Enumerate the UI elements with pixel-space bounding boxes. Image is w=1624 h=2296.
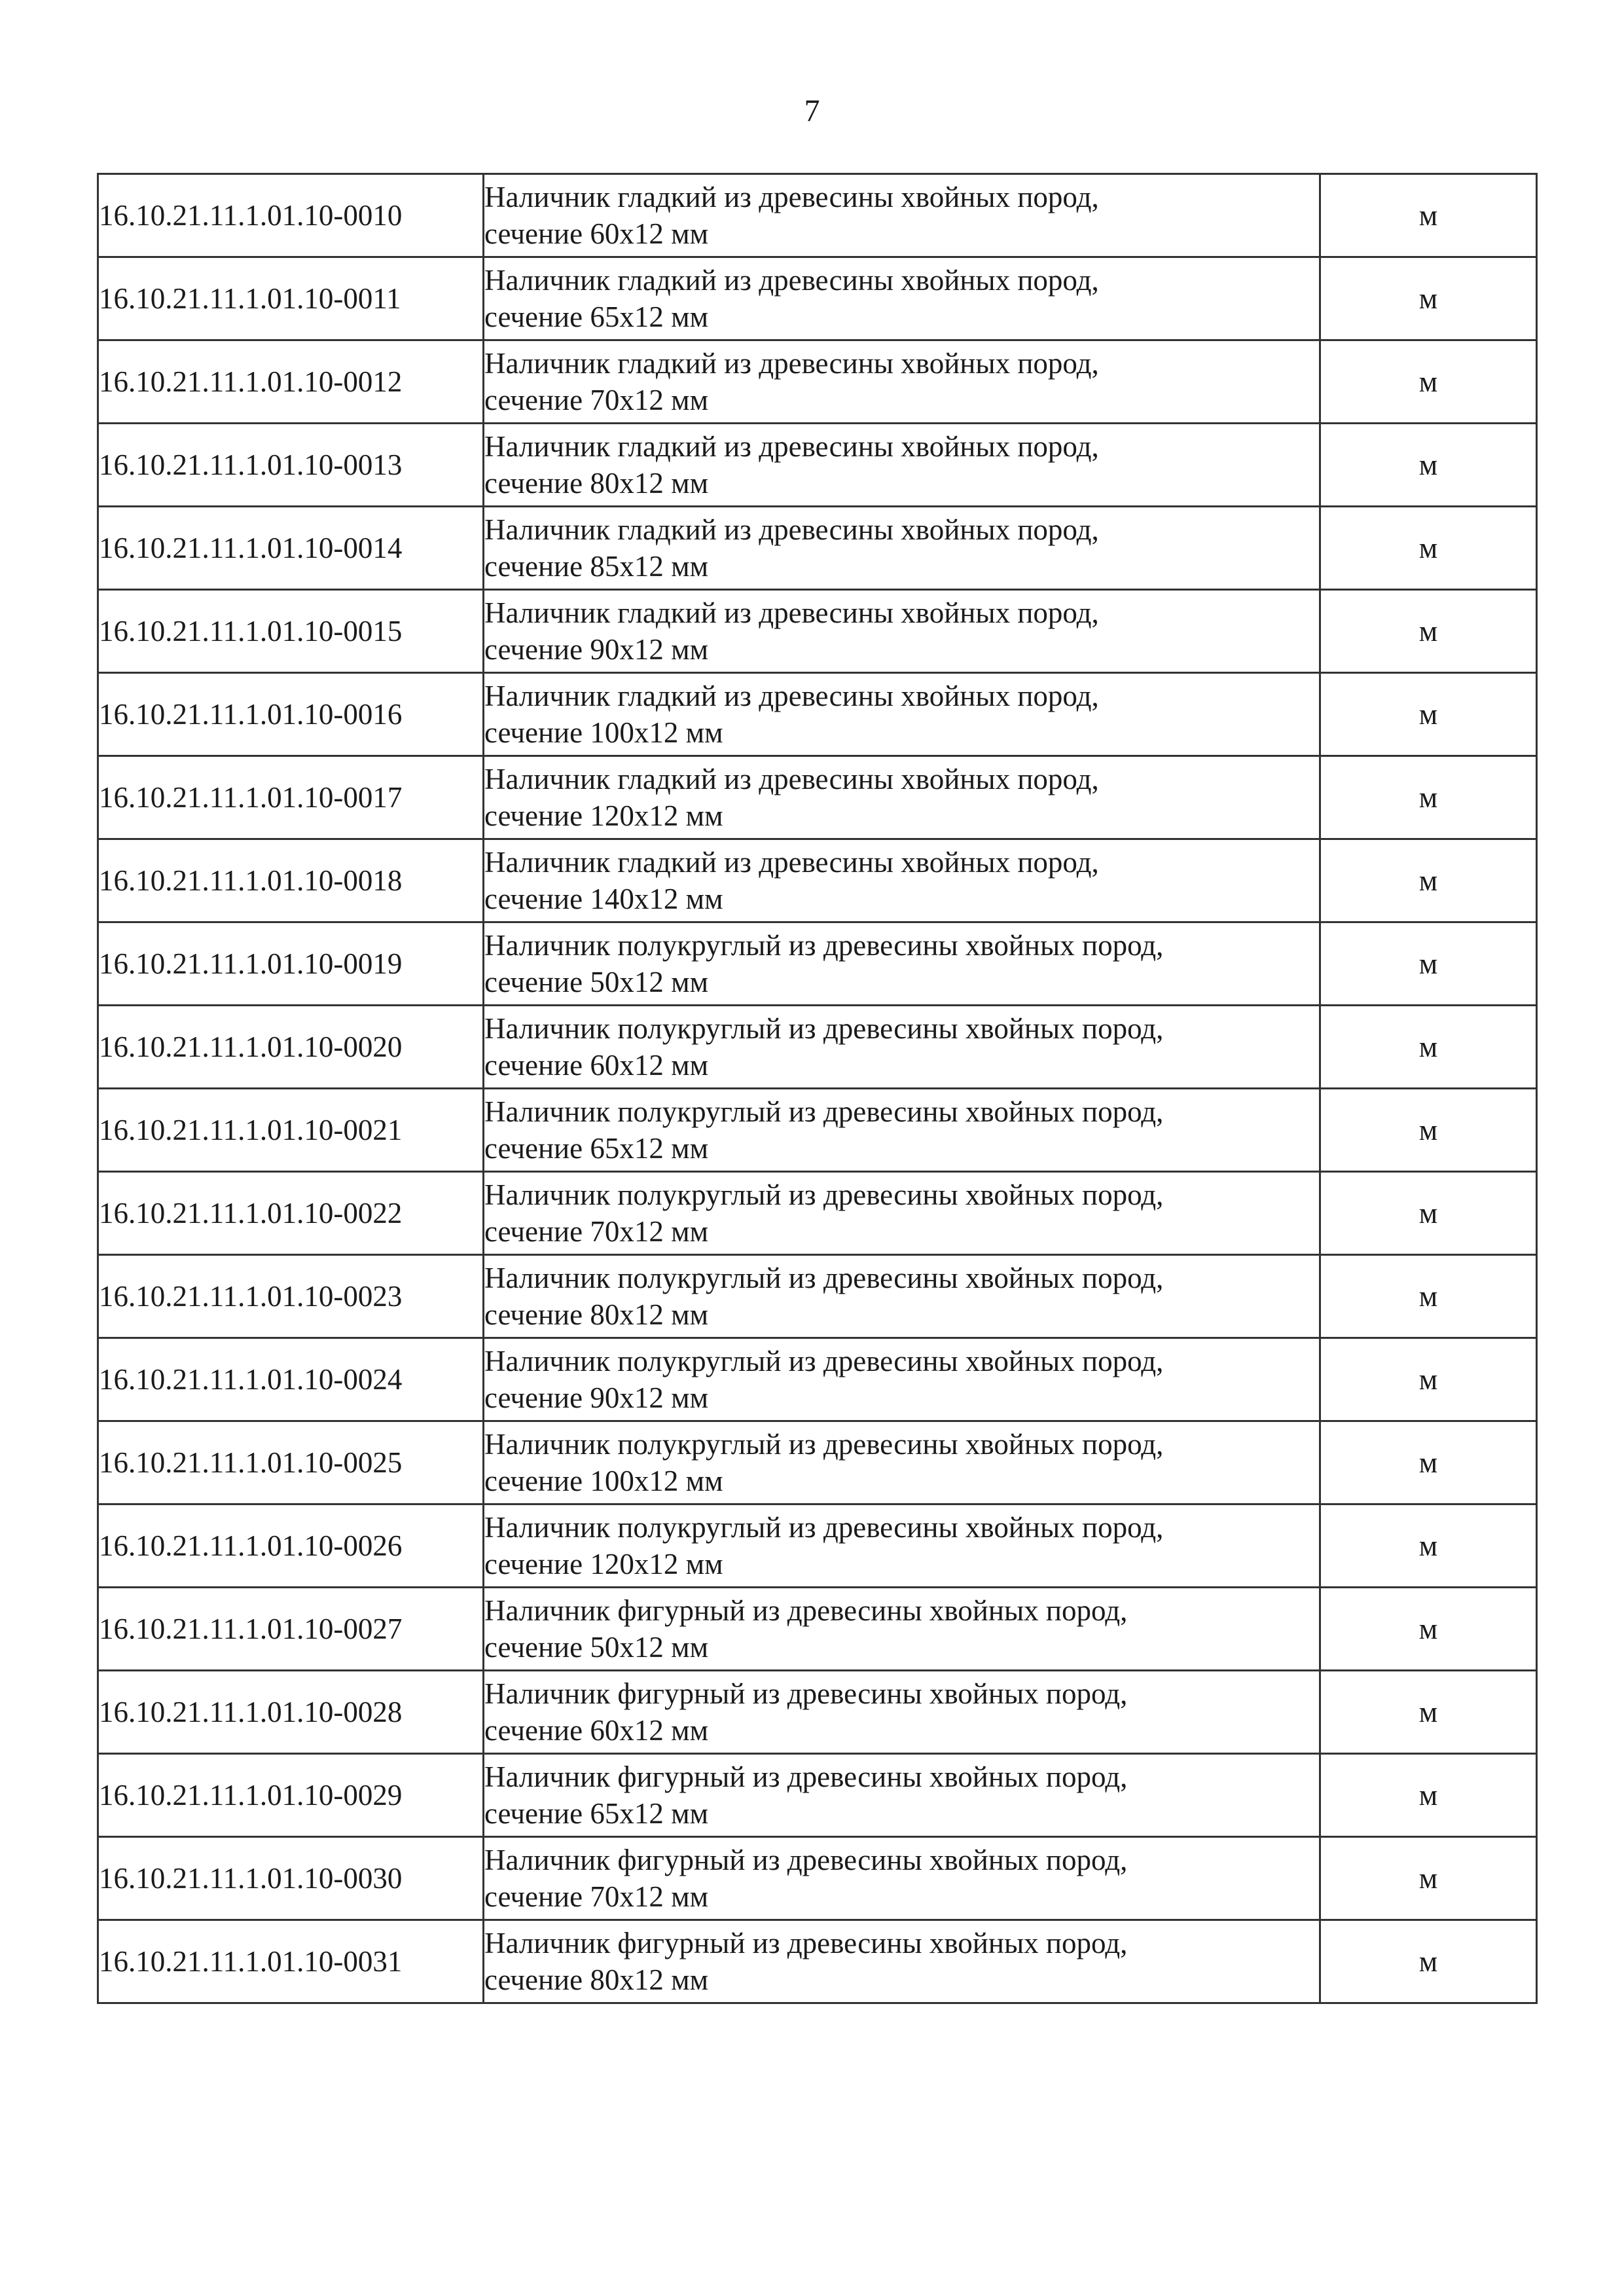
- item-unit: м: [1320, 1588, 1537, 1671]
- item-name-line1: Наличник гладкий из древесины хвойных пород,: [484, 181, 1099, 213]
- item-name-line2: сечение 120х12 мм: [484, 1548, 723, 1580]
- item-name-line2: сечение 70х12 мм: [484, 1880, 709, 1913]
- item-unit: м: [1320, 756, 1537, 839]
- item-code: 16.10.21.11.1.01.10-0013: [98, 424, 484, 507]
- item-code: 16.10.21.11.1.01.10-0018: [98, 839, 484, 922]
- table-row: [98, 424, 1537, 507]
- item-name-line2: сечение 70х12 мм: [484, 384, 709, 416]
- item-name: [484, 1089, 1320, 1172]
- item-code: 16.10.21.11.1.01.10-0026: [98, 1504, 484, 1588]
- item-name-line1: Наличник полукруглый из древесины хвойных пород,: [484, 1178, 1164, 1211]
- table-row: [98, 507, 1537, 590]
- item-unit: м: [1320, 1172, 1537, 1255]
- item-name-line1: Наличник полукруглый из древесины хвойных пород,: [484, 1012, 1164, 1045]
- item-code: 16.10.21.11.1.01.10-0014: [98, 507, 484, 590]
- item-name-line2: сечение 65х12 мм: [484, 1797, 709, 1830]
- item-unit: м: [1320, 1006, 1537, 1089]
- item-name-line2: сечение 100х12 мм: [484, 716, 723, 749]
- item-unit: м: [1320, 1837, 1537, 1920]
- table-row: [98, 1338, 1537, 1421]
- items-table-body: [98, 174, 1537, 2003]
- item-unit: м: [1320, 257, 1537, 340]
- item-code: 16.10.21.11.1.01.10-0019: [98, 922, 484, 1006]
- table-row: [98, 174, 1537, 257]
- item-unit: м: [1320, 507, 1537, 590]
- table-row: [98, 590, 1537, 673]
- item-name-line1: Наличник гладкий из древесины хвойных пород,: [484, 846, 1099, 879]
- item-name: [484, 257, 1320, 340]
- item-code: 16.10.21.11.1.01.10-0010: [98, 174, 484, 257]
- item-code: 16.10.21.11.1.01.10-0027: [98, 1588, 484, 1671]
- item-name-line2: сечение 90х12 мм: [484, 633, 709, 666]
- item-name-line2: сечение 140х12 мм: [484, 883, 723, 915]
- table-row: [98, 1255, 1537, 1338]
- item-name-line2: сечение 60х12 мм: [484, 1049, 709, 1082]
- item-name-line1: Наличник полукруглый из древесины хвойных пород,: [484, 1428, 1164, 1461]
- item-name-line1: Наличник фигурный из древесины хвойных пород,: [484, 1760, 1128, 1793]
- item-unit: м: [1320, 174, 1537, 257]
- table-row: [98, 1837, 1537, 1920]
- item-name-line1: Наличник гладкий из древесины хвойных пород,: [484, 430, 1099, 463]
- item-name-line2: сечение 90х12 мм: [484, 1381, 709, 1414]
- item-name-line1: Наличник полукруглый из древесины хвойных пород,: [484, 1345, 1164, 1377]
- item-name: [484, 507, 1320, 590]
- item-unit: м: [1320, 922, 1537, 1006]
- item-code: 16.10.21.11.1.01.10-0029: [98, 1754, 484, 1837]
- item-name: [484, 174, 1320, 257]
- table-row: [98, 673, 1537, 756]
- item-unit: м: [1320, 590, 1537, 673]
- item-unit: м: [1320, 340, 1537, 424]
- item-name-line1: Наличник гладкий из древесины хвойных пород,: [484, 596, 1099, 629]
- item-unit: м: [1320, 1338, 1537, 1421]
- item-name: [484, 1006, 1320, 1089]
- page-number: 7: [804, 94, 820, 128]
- item-name-line1: Наличник гладкий из древесины хвойных пород,: [484, 680, 1099, 712]
- item-name-line1: Наличник гладкий из древесины хвойных пород,: [484, 763, 1099, 795]
- table-row: [98, 1671, 1537, 1754]
- table-row: [98, 1754, 1537, 1837]
- item-name: [484, 1421, 1320, 1504]
- item-code: 16.10.21.11.1.01.10-0025: [98, 1421, 484, 1504]
- item-name-line2: сечение 120х12 мм: [484, 799, 723, 832]
- item-code: 16.10.21.11.1.01.10-0012: [98, 340, 484, 424]
- item-name-line2: сечение 50х12 мм: [484, 966, 709, 998]
- items-table: [97, 173, 1538, 2004]
- item-code: 16.10.21.11.1.01.10-0024: [98, 1338, 484, 1421]
- item-unit: м: [1320, 1671, 1537, 1754]
- item-name-line1: Наличник гладкий из древесины хвойных пород,: [484, 264, 1099, 297]
- item-unit: м: [1320, 839, 1537, 922]
- item-unit: м: [1320, 1754, 1537, 1837]
- item-name-line1: Наличник полукруглый из древесины хвойных пород,: [484, 1095, 1164, 1128]
- table-row: [98, 1588, 1537, 1671]
- item-code: 16.10.21.11.1.01.10-0021: [98, 1089, 484, 1172]
- item-name-line1: Наличник полукруглый из древесины хвойных пород,: [484, 1511, 1164, 1544]
- item-name-line2: сечение 80х12 мм: [484, 467, 709, 500]
- item-name-line2: сечение 60х12 мм: [484, 217, 709, 250]
- item-code: 16.10.21.11.1.01.10-0031: [98, 1920, 484, 2003]
- item-name-line2: сечение 80х12 мм: [484, 1298, 709, 1331]
- item-unit: м: [1320, 1255, 1537, 1338]
- table-row: [98, 1172, 1537, 1255]
- item-name: [484, 590, 1320, 673]
- item-code: 16.10.21.11.1.01.10-0023: [98, 1255, 484, 1338]
- item-name: [484, 1504, 1320, 1588]
- item-name-line1: Наличник гладкий из древесины хвойных пород,: [484, 513, 1099, 546]
- item-name-line2: сечение 85х12 мм: [484, 550, 709, 583]
- item-code: 16.10.21.11.1.01.10-0028: [98, 1671, 484, 1754]
- item-unit: м: [1320, 1504, 1537, 1588]
- item-name-line2: сечение 80х12 мм: [484, 1963, 709, 1996]
- item-code: 16.10.21.11.1.01.10-0015: [98, 590, 484, 673]
- item-code: 16.10.21.11.1.01.10-0017: [98, 756, 484, 839]
- item-unit: м: [1320, 1421, 1537, 1504]
- table-row: [98, 922, 1537, 1006]
- item-name: [484, 340, 1320, 424]
- table-row: [98, 1006, 1537, 1089]
- item-name-line1: Наличник фигурный из древесины хвойных пород,: [484, 1594, 1128, 1627]
- item-name-line1: Наличник гладкий из древесины хвойных пород,: [484, 347, 1099, 380]
- item-name: [484, 673, 1320, 756]
- table-row: [98, 257, 1537, 340]
- item-unit: м: [1320, 424, 1537, 507]
- table-row: [98, 1421, 1537, 1504]
- table-row: [98, 756, 1537, 839]
- item-name-line2: сечение 65х12 мм: [484, 1132, 709, 1165]
- item-name-line1: Наличник фигурный из древесины хвойных пород,: [484, 1844, 1128, 1876]
- item-code: 16.10.21.11.1.01.10-0030: [98, 1837, 484, 1920]
- table-row: [98, 1504, 1537, 1588]
- item-name: [484, 1588, 1320, 1671]
- item-unit: м: [1320, 1089, 1537, 1172]
- item-name: [484, 1671, 1320, 1754]
- item-name: [484, 1920, 1320, 2003]
- item-name-line1: Наличник фигурный из древесины хвойных пород,: [484, 1927, 1128, 1959]
- item-name: [484, 424, 1320, 507]
- item-code: 16.10.21.11.1.01.10-0016: [98, 673, 484, 756]
- item-name-line2: сечение 50х12 мм: [484, 1631, 709, 1664]
- item-name: [484, 1172, 1320, 1255]
- item-name: [484, 1255, 1320, 1338]
- item-name-line1: Наличник полукруглый из древесины хвойных пород,: [484, 1262, 1164, 1294]
- item-unit: м: [1320, 1920, 1537, 2003]
- item-name-line2: сечение 65х12 мм: [484, 301, 709, 333]
- table-row: [98, 1089, 1537, 1172]
- item-name: [484, 756, 1320, 839]
- table-row: [98, 1920, 1537, 2003]
- item-name: [484, 1754, 1320, 1837]
- item-name: [484, 1338, 1320, 1421]
- item-name-line2: сечение 70х12 мм: [484, 1215, 709, 1248]
- item-name-line2: сечение 60х12 мм: [484, 1714, 709, 1747]
- item-name-line1: Наличник полукруглый из древесины хвойных пород,: [484, 929, 1164, 962]
- item-name: [484, 922, 1320, 1006]
- item-name-line2: сечение 100х12 мм: [484, 1465, 723, 1497]
- item-code: 16.10.21.11.1.01.10-0011: [98, 257, 484, 340]
- item-unit: м: [1320, 673, 1537, 756]
- item-name: [484, 1837, 1320, 1920]
- item-name: [484, 839, 1320, 922]
- item-code: 16.10.21.11.1.01.10-0022: [98, 1172, 484, 1255]
- table-row: [98, 340, 1537, 424]
- table-row: [98, 839, 1537, 922]
- item-code: 16.10.21.11.1.01.10-0020: [98, 1006, 484, 1089]
- item-name-line1: Наличник фигурный из древесины хвойных пород,: [484, 1677, 1128, 1710]
